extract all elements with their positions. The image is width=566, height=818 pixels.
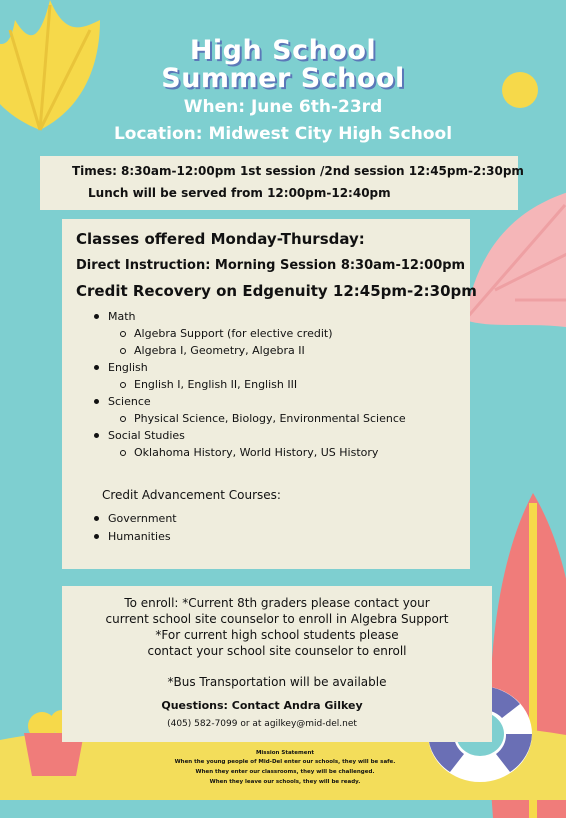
mission-line: When they leave our schools, they will be ready. (209, 779, 361, 785)
classes-heading: Classes offered Monday-Thursday: (76, 230, 365, 248)
advancement-list (90, 510, 177, 546)
title-line-1: High School (189, 35, 377, 66)
times-panel (40, 156, 524, 210)
contact-text: (405) 582-7099 or at agilkey@mid-del.net (167, 719, 357, 729)
credit-recovery-text: Credit Recovery on Edgenuity 12:45pm-2:30pm (76, 282, 477, 300)
location-text: Location: Midwest City High School (113, 124, 453, 144)
subject-social-studies: Social Studies (90, 427, 406, 444)
subjects-list (90, 308, 406, 461)
date-text: When: June 6th-23rd (183, 97, 383, 117)
subject-english: English (90, 359, 406, 376)
enroll-text: To enroll: *Current 8th graders please contact your (124, 596, 430, 610)
course-item: Algebra I, Geometry, Algebra II (90, 342, 406, 359)
enroll-text: *For current high school students please (155, 628, 399, 642)
lunch-text: Lunch will be served from 12:00pm-12:40pm (88, 186, 391, 200)
course-item: English I, English II, English III (90, 376, 406, 393)
mission-line: When the young people of Mid-Del enter our schools, they will be safe. (174, 759, 396, 765)
mission-line: When they enter our classrooms, they will be challenged. (195, 769, 375, 775)
course-item: Physical Science, Biology, Environmental Science (90, 410, 406, 427)
advancement-heading: Credit Advancement Courses: (102, 488, 281, 502)
enroll-text: current school site counselor to enroll in Algebra Support (105, 612, 449, 626)
direct-instruction-text: Direct Instruction: Morning Session 8:30am-12:00pm (76, 258, 466, 273)
mission-title: Mission Statement (255, 750, 315, 756)
subject-science: Science (90, 393, 406, 410)
course-item: Algebra Support (for elective credit) (90, 325, 406, 342)
enroll-text: contact your school site counselor to enroll (147, 644, 407, 658)
advancement-item: Humanities (90, 528, 177, 546)
advancement-item: Government (90, 510, 177, 528)
subject-math: Math (90, 308, 406, 325)
course-item: Oklahoma History, World History, US History (90, 444, 406, 461)
title-line-2: Summer School (161, 63, 405, 94)
questions-text: Questions: Contact Andra Gilkey (161, 699, 363, 712)
bus-text: *Bus Transportation will be available (167, 675, 387, 689)
times-text: Times: 8:30am-12:00pm 1st session /2nd session 12:45pm-2:30pm (72, 164, 524, 178)
